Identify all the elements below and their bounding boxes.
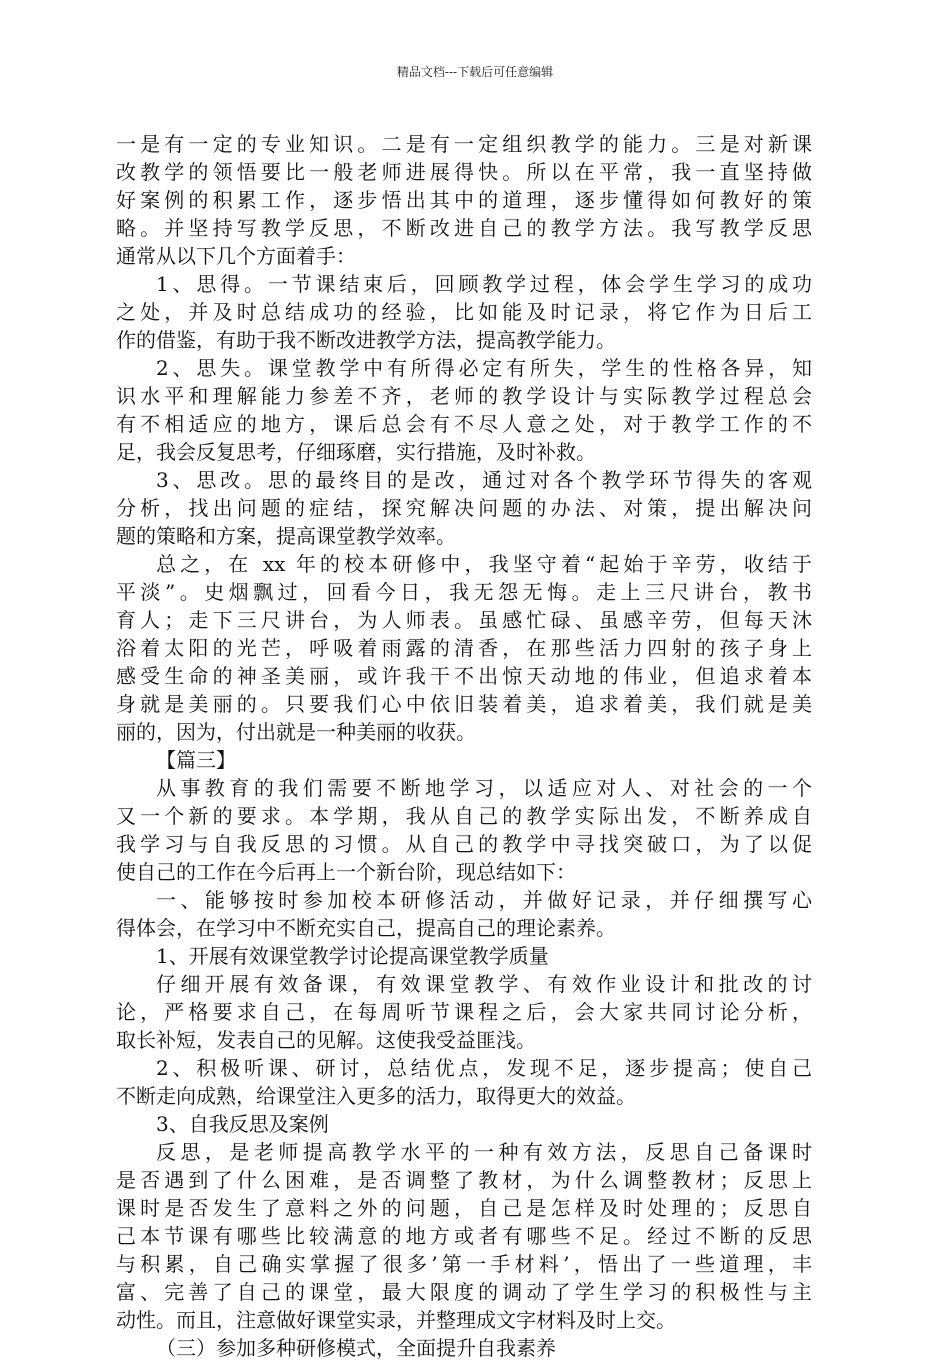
text-line: 【篇三】 [156, 748, 236, 772]
text-line: 题的策略和方案，提高课堂教学效率。 [116, 524, 456, 548]
text-line: （三）参加多种研修模式，全面提升自我素养 [156, 1336, 556, 1360]
document-body [116, 130, 812, 1362]
text-line: 好案例的积累工作，逐步悟出其中的道理，逐步懂得如何教好的策 [116, 188, 812, 212]
text-line: 丽的，因为，付出就是一种美丽的收获。 [116, 720, 476, 744]
text-line: 取长补短，发表自己的见解。这使我受益匪浅。 [116, 1028, 536, 1052]
text-line: 改教学的领悟要比一般老师进展得快。所以在平常，我一直坚持做 [116, 160, 812, 184]
text-line: 反思，是老师提高教学水平的一种有效方法，反思自己备课时 [156, 1140, 812, 1164]
text-line: 1、思得。一节课结束后，回顾教学过程，体会学生学习的成功 [156, 272, 812, 296]
text-line: 己本节课有哪些比较满意的地方或者有哪些不足。经过不断的反思 [116, 1224, 812, 1248]
text-line: 分析，找出问题的症结，探究解决问题的办法、对策，提出解决问 [116, 496, 812, 520]
text-line: 2、思失。课堂教学中有所得必定有所失，学生的性格各异，知 [156, 356, 812, 380]
text-line: 一、能够按时参加校本研修活动，并做好记录，并仔细撰写心 [156, 888, 812, 912]
text-line: 识水平和理解能力参差不齐，老师的教学设计与实际教学过程总会 [116, 384, 812, 408]
text-line: 略。并坚持写教学反思，不断改进自己的教学方法。我写教学反思 [116, 216, 812, 240]
text-line: 2、积极听课、研讨，总结优点，发现不足，逐步提高；使自己 [156, 1056, 812, 1080]
text-line: 从事教育的我们需要不断地学习，以适应对人、对社会的一个 [156, 776, 812, 800]
text-line: 得体会，在学习中不断充实自己，提高自己的理论素养。 [116, 916, 616, 940]
text-line: 是否遇到了什么困难，是否调整了教材，为什么调整教材；反思上 [116, 1168, 812, 1192]
text-line: 一是有一定的专业知识。二是有一定组织教学的能力。三是对新课 [116, 132, 812, 156]
text-line: 平淡”。史烟飘过，回看今日，我无怨无悔。走上三尺讲台，教书 [116, 580, 812, 604]
text-line: 3、自我反思及案例 [156, 1112, 329, 1136]
text-line: 作的借鉴，有助于我不断改进教学方法，提高教学能力。 [116, 328, 616, 352]
text-line: 动性。而且，注意做好课堂实录，并整理成文字材料及时上交。 [116, 1308, 676, 1332]
text-line: 足，我会反复思考，仔细琢磨，实行措施，及时补救。 [116, 440, 596, 464]
text-line: 论，严格要求自己，在每周听节课程之后，会大家共同讨论分析， [116, 1000, 812, 1024]
text-line: 3、思改。思的最终目的是改，通过对各个教学环节得失的客观 [156, 468, 812, 492]
page-header: 精品文档---下载后可任意编辑 [396, 65, 554, 79]
text-line: 又一个新的要求。本学期，我从自己的教学实际出发，不断养成自 [116, 804, 812, 828]
text-line: 总之，在 xx 年的校本研修中，我坚守着“起始于辛劳，收结于 [156, 552, 812, 576]
text-line: 浴着太阳的光芒，呼吸着雨露的清香，在那些活力四射的孩子身上 [116, 636, 812, 660]
text-line: 我学习与自我反思的习惯。从自己的教学中寻找突破口，为了以促 [116, 832, 812, 856]
text-line: 之处，并及时总结成功的经验，比如能及时记录，将它作为日后工 [116, 300, 812, 324]
text-line: 不断走向成熟，给课堂注入更多的活力，取得更大的效益。 [116, 1084, 636, 1108]
text-line: 课时是否发生了意料之外的问题，自己是怎样及时处理的；反思自 [116, 1196, 812, 1220]
text-line: 与积累，自己确实掌握了很多’第一手材料’，悟出了一些道理，丰 [116, 1252, 812, 1276]
text-line: 通常从以下几个方面着手： [116, 244, 356, 268]
text-line: 富、完善了自己的课堂，最大限度的调动了学生学习的积极性与主 [116, 1280, 812, 1304]
text-line: 仔细开展有效备课，有效课堂教学、有效作业设计和批改的讨 [156, 972, 812, 996]
text-line: 育人；走下三尺讲台，为人师表。虽感忙碌、虽感辛劳，但每天沐 [116, 608, 812, 632]
text-line: 有不相适应的地方，课后总会有不尽人意之处，对于教学工作的不 [116, 412, 812, 436]
text-line: 使自己的工作在今后再上一个新台阶，现总结如下： [116, 860, 576, 884]
text-line: 感受生命的神圣美丽，或许我干不出惊天动地的伟业，但追求着本 [116, 664, 812, 688]
text-line: 1、开展有效课堂教学讨论提高课堂教学质量 [156, 944, 549, 968]
text-line: 身就是美丽的。只要我们心中依旧装着美，追求着美，我们就是美 [116, 692, 812, 716]
